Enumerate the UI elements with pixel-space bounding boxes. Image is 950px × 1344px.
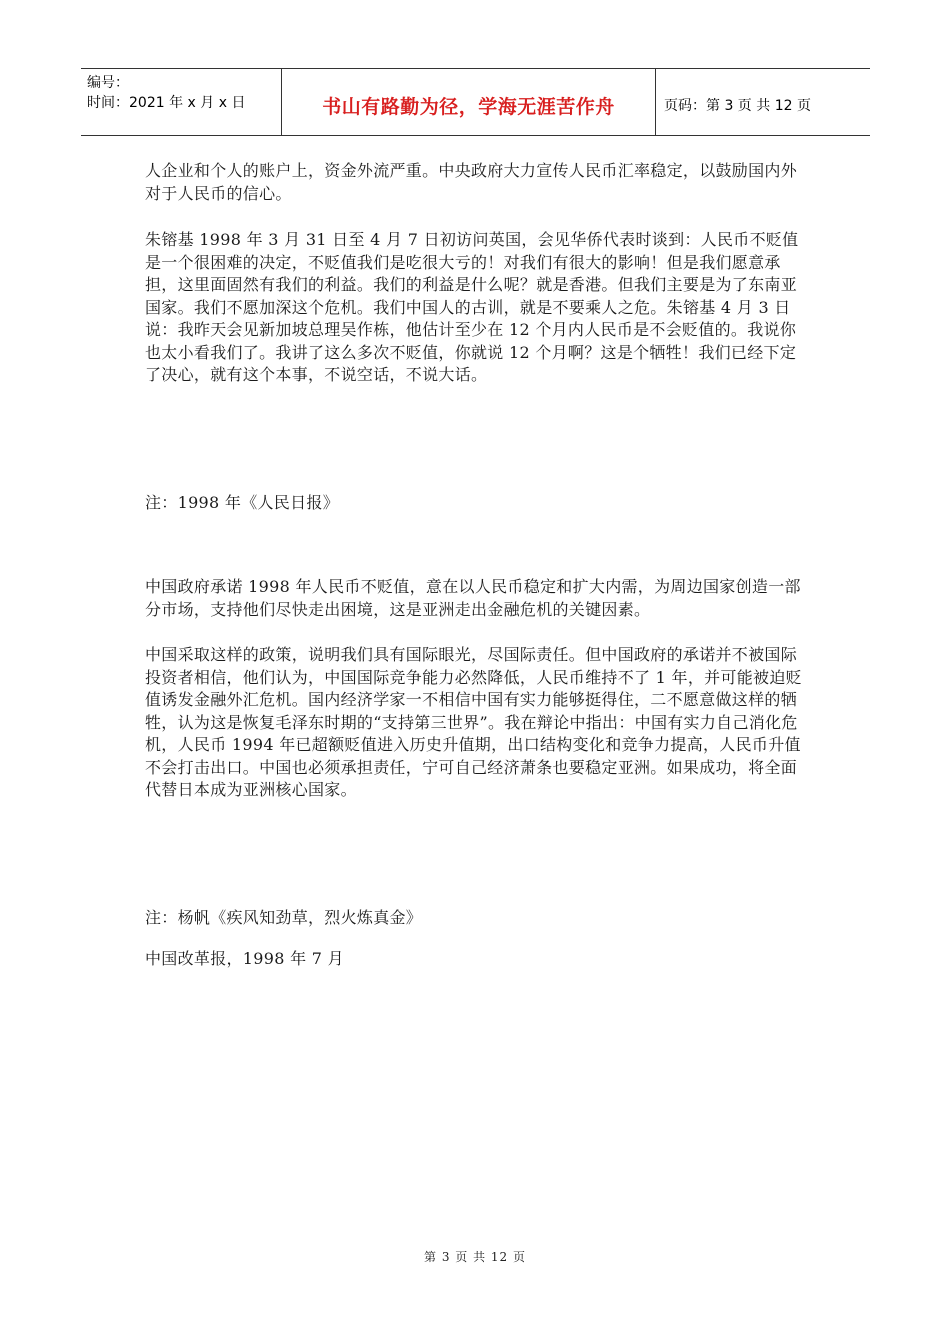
paragraph-zhu-rongji-quote: 朱镕基 1998 年 3 月 31 日至 4 月 7 日初访问英国，会见华侨代表时谈到：人民币不贬值是一个很困难的决定，不贬值我们是吃很大亏的！对我们有很大的影响！但是我们愿意承担，这里面固然有我们的利益。我们的利益是什么呢？就是香港。但我们主要是为了东南亚国家。我们不愿加深这个危机。我们中国人的古训，就是不要乘人之危。朱镕基 4 月 3 日说：我昨天会见新加坡总理吴作栋，他估计至少在 12 个月内人民币是不会贬值的。我说你也太小看我们了。我讲了这么多次不贬值，你就说 12 个月啊？这是个牺牲！我们已经下定了决心，就有这个本事，不说空话，不说大话。	[145, 230, 799, 384]
note-people-daily: 注：1998 年《人民日报》	[145, 492, 340, 512]
header-motto: 书山有路勤为径，学海无涯苦作舟	[282, 69, 656, 135]
header-page-number: 页码：第 3 页 共 12 页	[664, 98, 811, 114]
document-date-label: 时间：2021 年 x 月 x 日	[87, 95, 246, 111]
header-meta-cell	[81, 69, 282, 135]
paragraph-policy-analysis: 中国采取这样的政策，说明我们具有国际眼光，尽国际责任。但中国政府的承诺并不被国际投资者相信，他们认为，中国国际竞争能力必然降低，人民币维持不了 1 年，并可能被迫贬值诱发金融外汇危机。国内经济学家一不相信中国有实力能够挺得住，二不愿意做这样的牺牲，认为这是恢复毛泽东时期的“支持第三世界”。我在辩论中指出：中国有实力自己消化危机，人民币 1994 年已超额贬值进入历史升值期，出口结构变化和竞争力提高，人民币升值不会打击出口。中国也必须承担责任，宁可自己经济萧条也要稳定亚洲。如果成功，将全面代替日本成为亚洲核心国家。	[145, 645, 802, 799]
document-header	[81, 68, 870, 136]
document-number-label: 编号：	[87, 75, 129, 91]
page-footer: 第 3 页 共 12 页	[424, 1250, 526, 1264]
note-yang-fan: 注：杨帆《疾风知劲草，烈火炼真金》	[145, 907, 423, 927]
paragraph-government-commitment: 中国政府承诺 1998 年人民币不贬值，意在以人民币稳定和扩大内需，为周边国家创造一部分市场，支持他们尽快走出困境，这是亚洲走出金融危机的关键因素。	[145, 577, 801, 619]
document-body	[145, 160, 805, 971]
note-source-reform-daily: 中国改革报，1998 年 7 月	[145, 949, 344, 968]
paragraph-continuation: 人企业和个人的账户上，资金外流严重。中央政府大力宣传人民币汇率稳定，以鼓励国内外对于人民币的信心。	[145, 161, 798, 203]
